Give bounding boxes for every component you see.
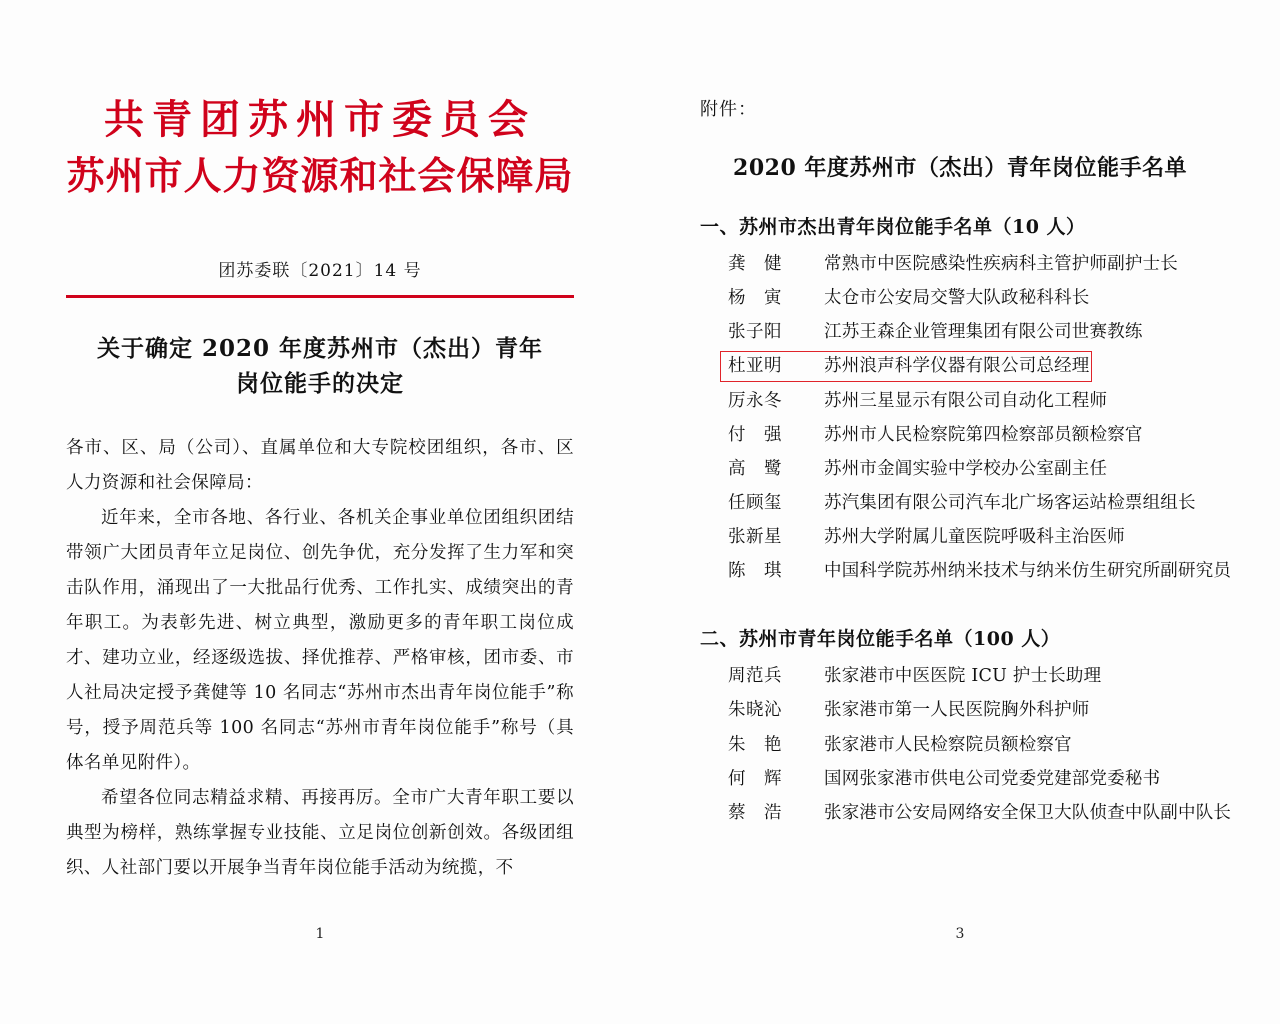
list-item: [700, 384, 1220, 418]
list-item: [700, 315, 1220, 349]
body-paragraph-3: 希望各位同志精益求精、再接再厉。全市广大青年职工要以典型为榜样，熟练掌握专业技能、立足岗位创新创效。各级团组织、人社部门要以开展争当青年岗位能手活动为统揽，不: [66, 788, 574, 879]
person-name: 付 强: [728, 424, 782, 445]
person-name: 陈 琪: [728, 561, 782, 582]
person-organization: 张家港市第一人民医院胸外科护师: [824, 700, 1090, 721]
document-body: [66, 431, 574, 886]
list-item: [700, 728, 1220, 762]
person-name: 厉永冬: [728, 390, 782, 411]
person-organization: 张家港市公安局网络安全保卫大队侦查中队副中队长: [824, 802, 1232, 823]
person-name: 高 鹭: [728, 458, 782, 479]
person-organization: 苏州大学附属儿童医院呼吸科主治医师: [824, 527, 1125, 547]
list-item: [700, 520, 1220, 554]
masthead: [66, 95, 574, 200]
person-name: 何 辉: [728, 768, 782, 789]
person-organization: 苏州浪声科学仪器有限公司总经理: [824, 356, 1090, 377]
section-heading-2: 二、苏州市青年岗位能手名单（100 人）: [700, 628, 1061, 651]
right-page: [640, 0, 1280, 1024]
document-title-line-1: 关于确定 2020 年度苏州市（杰出）青年: [96, 335, 544, 363]
person-name: 朱晓沁: [728, 700, 782, 721]
list-item: [700, 659, 1220, 693]
person-organization: 国网张家港市供电公司党委党建部党委秘书: [824, 768, 1161, 789]
document-number: 团苏委联〔2021〕14 号: [218, 261, 422, 282]
list-item: [700, 281, 1220, 315]
left-page-number: 1: [315, 926, 325, 942]
person-organization: 常熟市中医院感染性疾病科主管护师副护士长: [824, 254, 1178, 274]
person-name: 周范兵: [728, 666, 782, 687]
person-name: 任顾玺: [728, 492, 782, 513]
list-item: [700, 349, 1220, 383]
person-name: 张子阳: [728, 322, 782, 343]
person-organization: 张家港市中医医院 ICU 护士长助理: [824, 666, 1102, 687]
name-list-section-2: [700, 659, 1232, 830]
person-organization: 苏州三星显示有限公司自动化工程师: [824, 390, 1108, 411]
person-organization: 太仓市公安局交警大队政秘科科长: [824, 288, 1090, 309]
masthead-line-1: 共青团苏州市委员会: [104, 96, 536, 143]
person-name: 杜亚明: [728, 356, 782, 377]
attachment-label: 附件：: [700, 99, 757, 120]
document-title: [66, 332, 574, 401]
person-organization: 中国科学院苏州纳米技术与纳米仿生研究所副研究员: [824, 561, 1232, 582]
person-organization: 苏州市金阊实验中学校办公室副主任: [824, 458, 1108, 479]
list-item: [700, 418, 1220, 452]
person-organization: 苏州市人民检察院第四检察部员额检察官: [824, 424, 1143, 445]
body-paragraph-2: 近年来，全市各地、各行业、各机关企事业单位团组织团结带领广大团员青年立足岗位、创先争优，充分发挥了生力军和突击队作用，涌现出了一大批品行优秀、工作扎实、成绩突出的青年职工。为表彰先进、树立典型，激励更多的青年职工岗位成才、建功立业，经逐级选拔、择优推荐、严格审核，团市委、市人社局决定授予龚健等 10 名同志“苏州市杰出青年岗位能手”称号，授予周范兵等 100 名同志“苏州市青年岗位能手”称号（具体名单见附件）。: [66, 508, 574, 774]
document-title-line-2: 岗位能手的决定: [236, 369, 404, 397]
list-item: [700, 554, 1232, 588]
person-name: 蔡 浩: [728, 802, 782, 823]
body-paragraph-1: 各市、区、局（公司）、直属单位和大专院校团组织，各市、区人力资源和社会保障局：: [66, 438, 574, 494]
person-name: 张新星: [728, 527, 782, 547]
person-name: 杨 寅: [728, 288, 782, 309]
red-divider: [66, 295, 574, 298]
list-title: 2020 年度苏州市（杰出）青年岗位能手名单: [733, 155, 1187, 181]
name-list-section-1: [700, 247, 1232, 588]
right-page-number: 3: [955, 926, 965, 942]
section-heading-1: 一、苏州市杰出青年岗位能手名单（10 人）: [700, 216, 1086, 238]
list-item: [700, 486, 1220, 520]
list-item: [700, 693, 1220, 727]
person-organization: 江苏王森企业管理集团有限公司世赛教练: [824, 322, 1143, 343]
person-organization: 张家港市人民检察院员额检察官: [824, 734, 1072, 755]
list-item: [700, 247, 1220, 281]
masthead-line-2: 苏州市人力资源和社会保障局: [66, 153, 574, 198]
list-item: [700, 762, 1220, 796]
person-name: 朱 艳: [728, 734, 782, 755]
list-item: [700, 452, 1220, 486]
list-item: [700, 796, 1232, 830]
person-name: 龚 健: [728, 254, 782, 274]
person-organization: 苏汽集团有限公司汽车北广场客运站检票组组长: [824, 492, 1196, 513]
